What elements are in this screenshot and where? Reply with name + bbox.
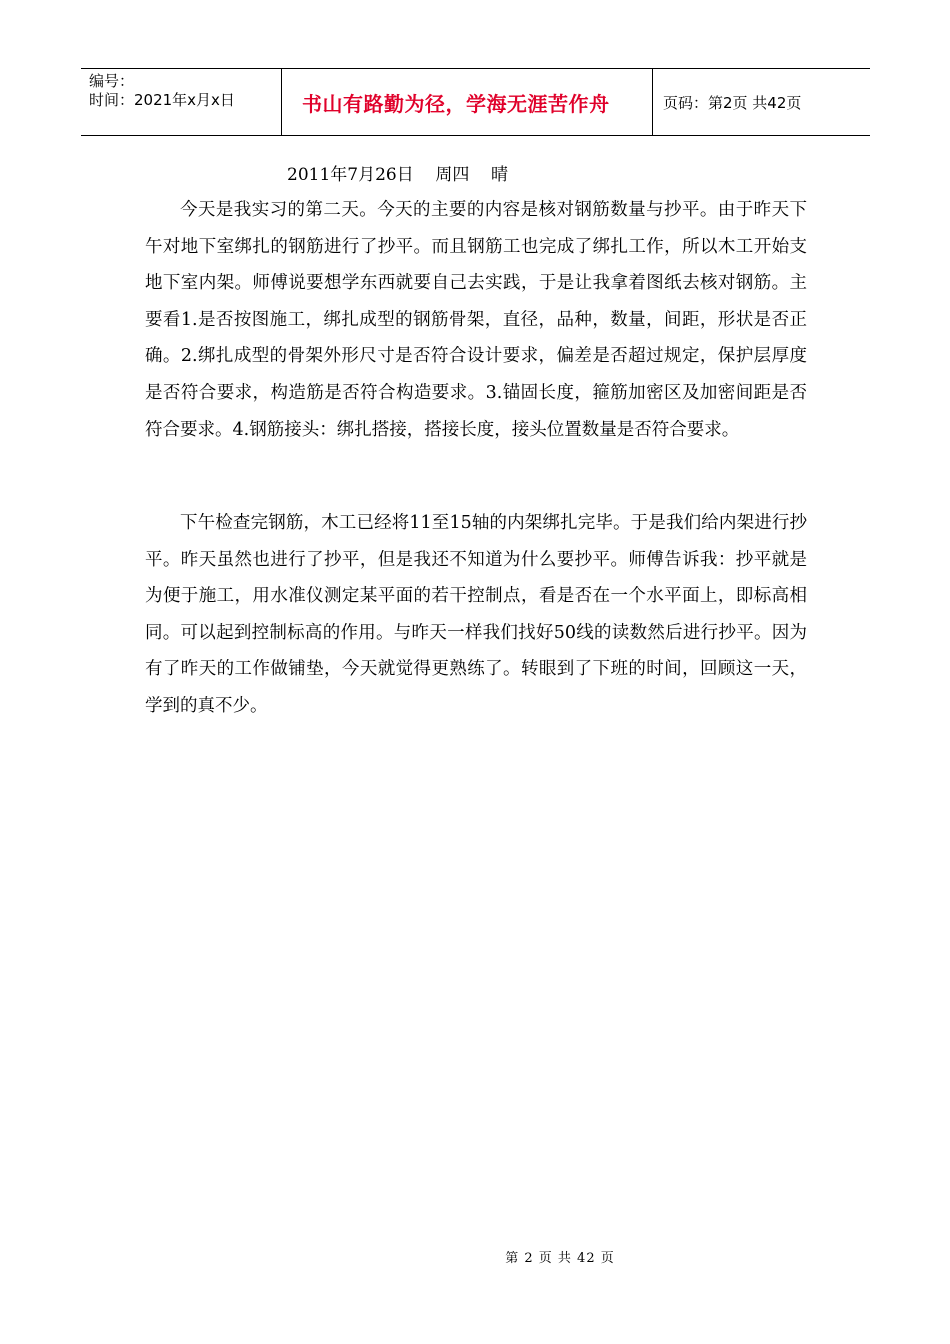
footer-page-number: 第 2 页 共 42 页 <box>505 1251 615 1266</box>
motto-text: 书山有路勤为径，学海无涯苦作舟 <box>302 91 610 116</box>
serial-number-label: 编号： <box>89 72 135 90</box>
header-meta-cell <box>81 69 281 135</box>
body-paragraph-1: 今天是我实习的第二天。今天的主要的内容是核对钢筋数量与抄平。由于昨天下午对地下室绑扎的钢筋进行了抄平。而且钢筋工也完成了绑扎工作，所以木工开始支地下室内架。师傅说要想学东西就要自己去实践，于是让我拿着图纸去核对钢筋。主要看1.是否按图施工，绑扎成型的钢筋骨架，直径，品种，数量，间距，形状是否正确。2.绑扎成型的骨架外形尺寸是否符合设计要求，偏差是否超过规定，保护层厚度是否符合要求，构造筋是否符合构造要求。3.锚固长度，箍筋加密区及加密间距是否符合要求。4.钢筋接头：绑扎搭接，搭接长度，接头位置数量是否符合要求。 <box>145 200 807 440</box>
document-header <box>81 68 870 136</box>
page-info-text: 页码：第2页 共42页 <box>663 93 802 112</box>
header-motto-cell <box>281 69 653 135</box>
header-page-cell <box>653 69 870 135</box>
entry-date-line: 2011年7月26日 周四 晴 <box>287 165 508 185</box>
body-paragraph-2: 下午检查完钢筋，木工已经将11至15轴的内架绑扎完毕。于是我们给内架进行抄平。昨天虽然也进行了抄平，但是我还不知道为什么要抄平。师傅告诉我：抄平就是为便于施工，用水准仪测定某平面的若干控制点，看是否在一个水平面上，即标高相同。可以起到控制标高的作用。与昨天一样我们找好50线的读数然后进行抄平。因为有了昨天的工作做铺垫，今天就觉得更熟练了。转眼到了下班的时间，回顾这一天，学到的真不少。 <box>145 513 807 716</box>
time-label: 时间：2021年x月x日 <box>89 91 235 109</box>
